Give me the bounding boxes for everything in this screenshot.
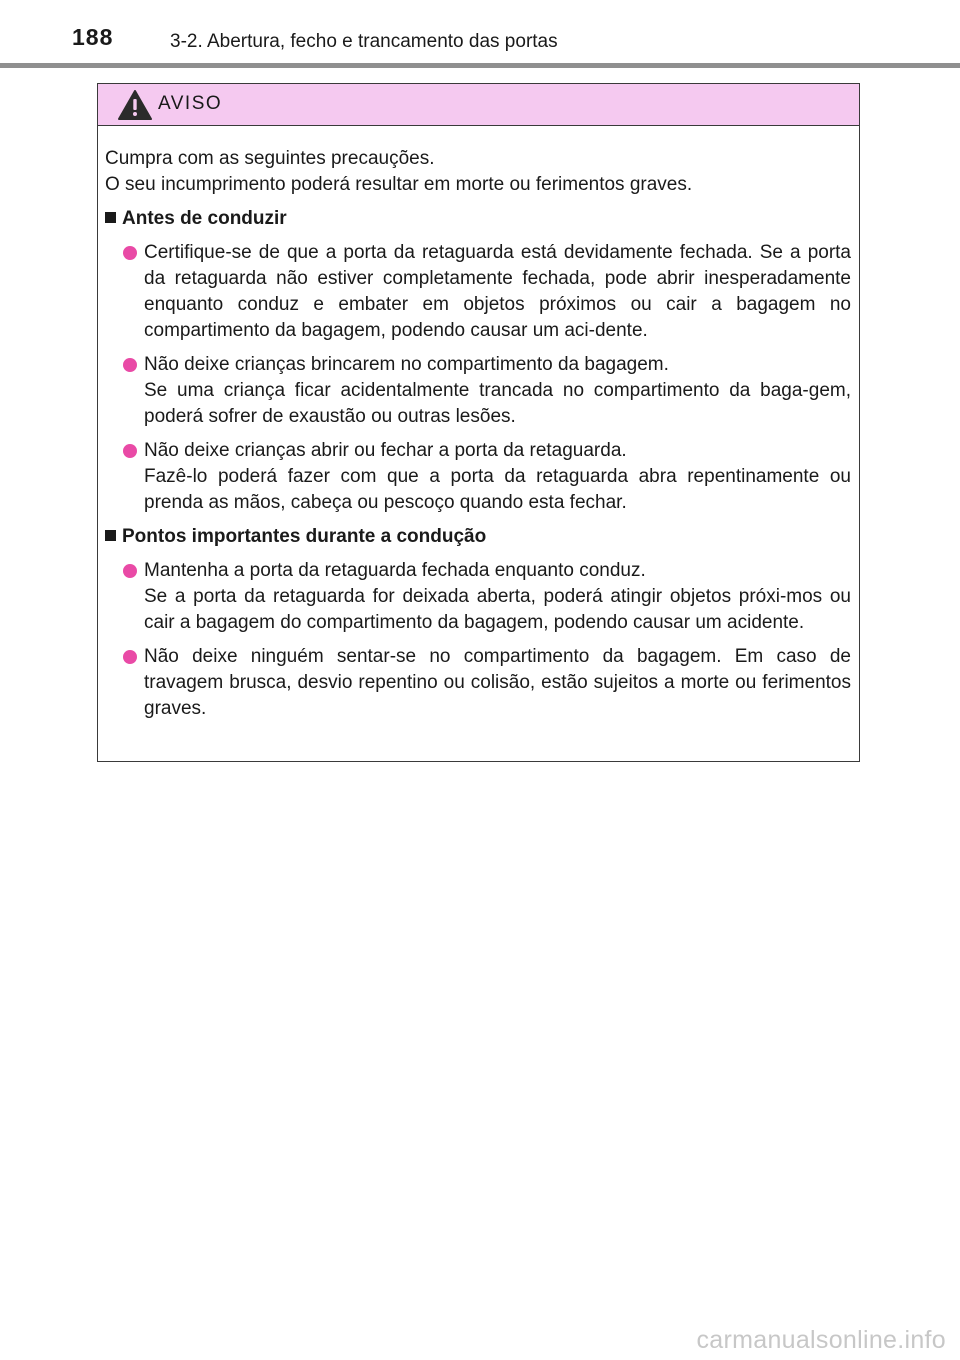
bullet-item [105, 558, 851, 636]
section-title: 3-2. Abertura, fecho e trancamento das portas [170, 31, 558, 52]
square-bullet-icon [105, 530, 116, 541]
warning-triangle-icon [117, 89, 153, 121]
bullet-text: Se uma criança ficar acidentalmente trancada no compartimento da baga-gem, poderá sofrer de exaustão ou outras lesões. [144, 380, 851, 427]
bullet-text: Não deixe crianças brincarem no compartimento da bagagem. [144, 354, 669, 375]
bullet-dot-icon [123, 564, 137, 578]
square-bullet-icon [105, 212, 116, 223]
header-divider [0, 63, 960, 68]
bullet-dot-icon [123, 358, 137, 372]
warning-header [98, 84, 859, 126]
bullet-item [105, 240, 851, 344]
warning-intro [105, 146, 851, 198]
bullet-dot-icon [123, 650, 137, 664]
intro-line: O seu incumprimento poderá resultar em morte ou ferimentos graves. [105, 174, 693, 195]
page-header [0, 0, 960, 68]
bullet-item [105, 438, 851, 516]
warning-title: AVISO [158, 93, 223, 114]
bullet-text: Fazê-lo poderá fazer com que a porta da retaguarda abra repentinamente ou prenda as mãos, cabeça ou pescoço quando esta fechar. [144, 466, 851, 513]
bullet-text: Se a porta da retaguarda for deixada aberta, poderá atingir objetos próxi-mos ou cair a bagagem do compartimento da bagagem, podendo causar um acidente. [144, 586, 851, 633]
bullet-dot-icon [123, 444, 137, 458]
intro-line: Cumpra com as seguintes precauções. [105, 148, 435, 169]
bullet-item [105, 352, 851, 430]
section-heading [105, 524, 851, 550]
page-number: 188 [72, 24, 114, 50]
warning-box [97, 83, 860, 762]
section-heading-text: Pontos importantes durante a condução [122, 526, 487, 547]
bullet-text: Mantenha a porta da retaguarda fechada enquanto conduz. [144, 560, 646, 581]
watermark-logo: carmanualsonline.info [696, 1326, 946, 1354]
bullet-text: Não deixe crianças abrir ou fechar a porta da retaguarda. [144, 440, 627, 461]
bullet-text: Certifique-se de que a porta da retaguarda está devidamente fechada. Se a porta da retaguarda não estiver completamente fechada, pode abrir inesperadamente enquanto conduz e embater em objetos próximos ou cair a bagagem no compartimento da bagagem, podendo causar um aci-dente. [144, 242, 851, 341]
bullet-item [105, 644, 851, 722]
bullet-text: Não deixe ninguém sentar-se no compartimento da bagagem. Em caso de travagem brusca, desvio repentino ou colisão, estão sujeitos a morte ou ferimentos graves. [144, 646, 851, 719]
bullet-dot-icon [123, 246, 137, 260]
section-heading [105, 206, 851, 232]
section-heading-text: Antes de conduzir [122, 208, 287, 229]
warning-body [98, 126, 859, 722]
